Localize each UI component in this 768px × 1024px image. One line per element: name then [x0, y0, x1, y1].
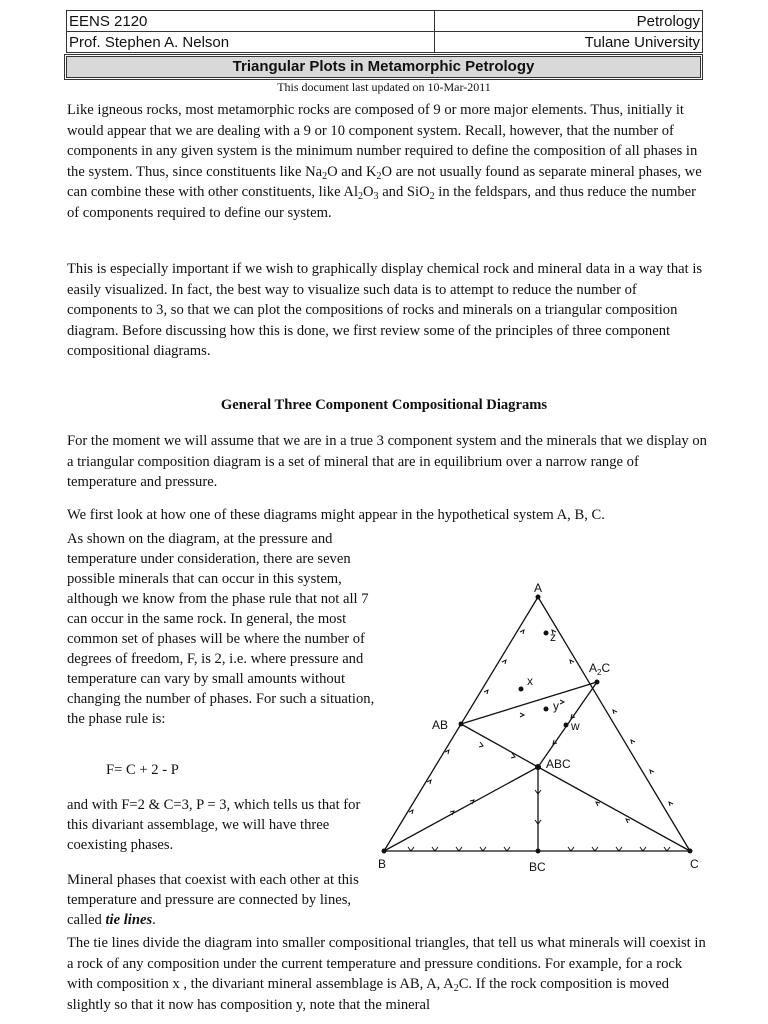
- university: Tulane University: [434, 32, 702, 53]
- subject: Petrology: [434, 11, 702, 32]
- label-z: z: [550, 630, 556, 644]
- label-bc: BC: [529, 860, 546, 874]
- section-heading: General Three Component Compositional Diagrams: [220, 397, 548, 413]
- phase-a2c-point: [595, 680, 600, 685]
- label-a: A: [534, 581, 543, 595]
- vertex-a-point: [536, 595, 541, 600]
- header-table: [66, 10, 703, 53]
- phase-bc-point: [536, 849, 541, 854]
- phase-rule-equation: F= C + 2 - P: [106, 762, 179, 778]
- label-abc: ABC: [546, 757, 571, 771]
- intro-paragraph-2: This is especially important if we wish to graphically display chemical rock and mineral data in a way that is easily visualized. In fact, the best way to visualize such data is to attempt to reduce the number of components to 3, so that we can plot the compositions of rocks and minerals on a triangular composition diagram. Before discussing how this is done, we first review some of the principles of three component compositional diagrams.: [67, 261, 703, 359]
- tie-line-ab-a2c: [461, 682, 597, 724]
- label-c: C: [690, 857, 699, 871]
- paragraph-4: We first look at how one of these diagrams might appear in the hypothetical system A, B, C.: [67, 507, 605, 523]
- label-w: w: [571, 719, 580, 733]
- label-ab: AB: [432, 718, 449, 732]
- tie-line-c-abc: [538, 767, 690, 851]
- last-updated: This document last updated on 10-Mar-2011: [277, 80, 491, 94]
- composition-x-point: [519, 687, 524, 692]
- paragraph-3: For the moment we will assume that we are in a true 3 component system and the minerals that we display on a triangular composition diagram is a set of mineral that are in equilibrium over a narrow range of temperature and pressure.: [67, 433, 707, 490]
- page-title: Triangular Plots in Metamorphic Petrology: [66, 56, 701, 78]
- label-a2c: $A_2C$: [589, 661, 611, 677]
- phase-abc-point: [535, 764, 541, 770]
- vertex-c-point: [688, 849, 693, 854]
- paragraph-7: Mineral phases that coexist with each other at this temperature and pressure are connected by lines, called tie lines.: [67, 872, 359, 928]
- paragraph-8: The tie lines divide the diagram into smaller compositional triangles, that tell us what minerals will coexist in a rock of any composition under the current temperature and pressure conditions. For example, for a rock with composition x , the divariant mineral assemblage is AB, A, $A_2C$. If the rock composition is moved slightly so that it now has composition y, note that the mineral: [67, 935, 706, 1013]
- ternary-diagram: [370, 575, 710, 885]
- paragraph-6: and with F=2 & C=3, P = 3, which tells us that for this divariant assemblage, we will have three coexisting phases.: [67, 797, 361, 853]
- tie-line-ab-abc: [461, 724, 538, 767]
- intro-paragraph-1: Like igneous rocks, most metamorphic rocks are composed of 9 or more major elements. Thus, initially it would appear that we are dealing with a 9 or 10 component system. Recall, however, that the number of components in any given system is the minimum number required to define the composition of all phases in the system. Thus, since constituents like $Na_2O$ and $K_2O$ are not usually found as separate mineral phases, we can combine these with other constituents, like $Al_2O_3$ and SiO$_2$ in the feldspars, and thus reduce the number of components required to define our system.: [67, 102, 702, 221]
- composition-w-point: [564, 723, 569, 728]
- edge-a-c: [538, 597, 690, 851]
- paragraph-5: As shown on the diagram, at the pressure and temperature under consideration, there are seven possible minerals that can occur in this system, although we know from the phase rule that not all 7 can occur in the same rock. In general, the most common set of phases will be where the number of degrees of freedom, F, is 2, i.e. where pressure and temperature can vary by small amounts without changing the number of phases. For such a situation, the phase rule is:: [67, 531, 375, 727]
- composition-y-point: [544, 707, 549, 712]
- label-x: x: [527, 674, 533, 688]
- label-y: y: [553, 699, 559, 713]
- vertex-b-point: [382, 849, 387, 854]
- phase-ab-point: [459, 722, 464, 727]
- professor: Prof. Stephen A. Nelson: [67, 32, 435, 53]
- label-b: B: [378, 857, 387, 871]
- course-code: EENS 2120: [67, 11, 435, 32]
- tie-line-b-abc: [384, 767, 538, 851]
- composition-z-point: [544, 631, 549, 636]
